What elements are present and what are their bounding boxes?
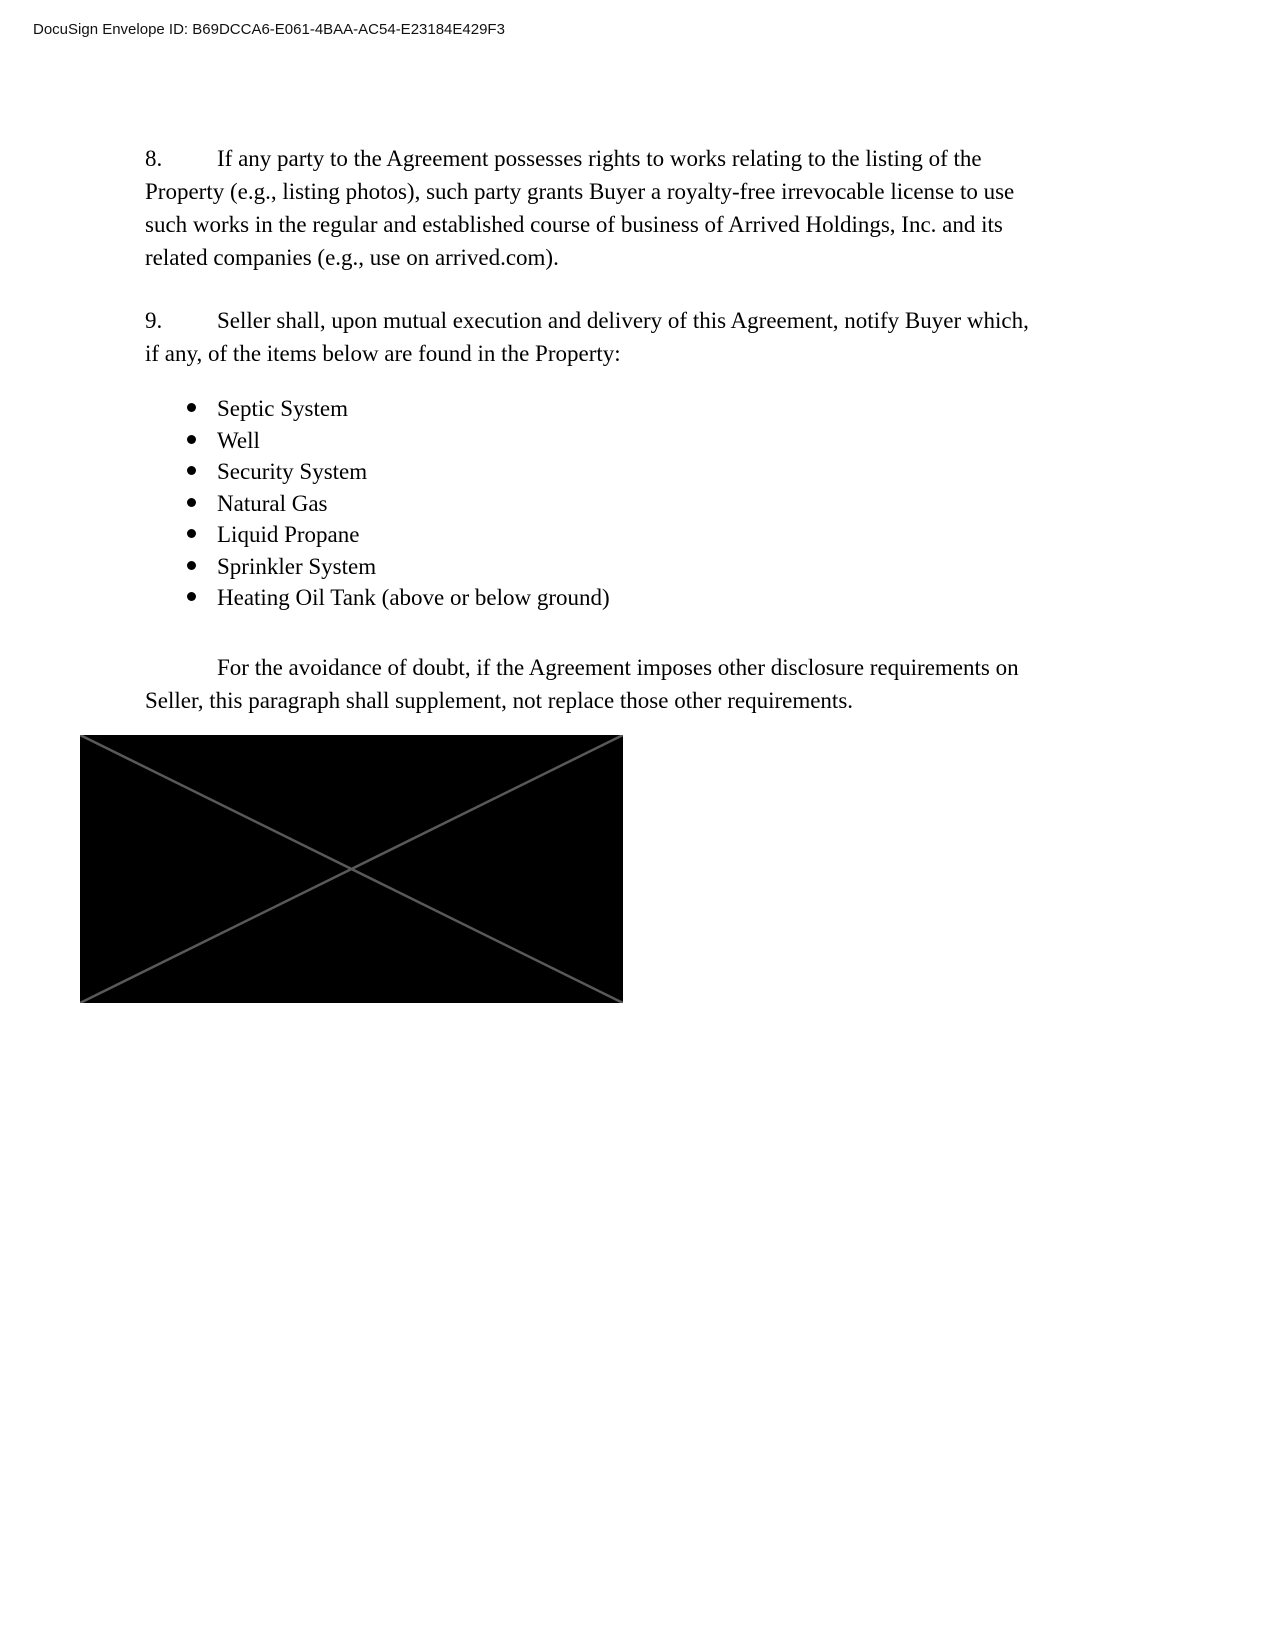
paragraph-line: Property (e.g., listing photos), such party grants Buyer a royalty-free irrevocable license to use: [145, 179, 1015, 204]
bullet-icon: [187, 435, 196, 444]
bullet-icon: [187, 529, 196, 538]
list-item: [145, 519, 1145, 551]
paragraph-line: related companies (e.g., use on arrived.com).: [145, 245, 559, 270]
list-item: [145, 456, 1145, 488]
list-item: [145, 488, 1145, 520]
paragraph-text: If any party to the Agreement possesses rights to works relating to the listing of the: [217, 146, 982, 171]
missing-image-placeholder: [80, 735, 623, 1003]
bullet-icon: [187, 498, 196, 507]
paragraph-line: Seller, this paragraph shall supplement, not replace those other requirements.: [145, 688, 854, 713]
paragraph-number: 9.: [145, 308, 163, 333]
property-items-list: [145, 393, 1145, 614]
list-item: [145, 582, 1145, 614]
paragraph-number: 8.: [145, 146, 163, 171]
paragraph-text: Seller shall, upon mutual execution and delivery of this Agreement, notify Buyer which,: [217, 308, 1029, 333]
paragraph-9: [145, 304, 1145, 370]
list-item-label: Liquid Propane: [217, 522, 360, 547]
list-item-label: Heating Oil Tank (above or below ground): [217, 585, 610, 610]
paragraph-line: For the avoidance of doubt, if the Agreement imposes other disclosure requirements on: [217, 655, 1019, 680]
paragraph-line: [145, 304, 1145, 337]
bullet-icon: [187, 403, 196, 412]
closing-paragraph: [145, 651, 1145, 717]
list-item-label: Septic System: [217, 396, 348, 421]
paragraph-8: [145, 142, 1145, 274]
list-item: [145, 393, 1145, 425]
list-item: [145, 425, 1145, 457]
list-item: [145, 551, 1145, 583]
paragraph-line: if any, of the items below are found in the Property:: [145, 341, 621, 366]
list-item-label: Well: [217, 427, 260, 453]
list-item-label: Natural Gas: [217, 490, 328, 516]
missing-image-placeholder-graphic: [80, 735, 623, 1003]
paragraph-line: [145, 142, 1145, 175]
list-item-label: Sprinkler System: [217, 553, 377, 579]
paragraph-line: such works in the regular and established course of business of Arrived Holdings, Inc. and its: [145, 212, 1003, 237]
list-item-label: Security System: [217, 459, 368, 484]
bullet-icon: [187, 592, 196, 601]
bullet-icon: [187, 466, 196, 475]
bullet-icon: [187, 561, 196, 570]
docusign-envelope-id: DocuSign Envelope ID: B69DCCA6-E061-4BAA-AC54-E23184E429F3: [33, 21, 505, 38]
